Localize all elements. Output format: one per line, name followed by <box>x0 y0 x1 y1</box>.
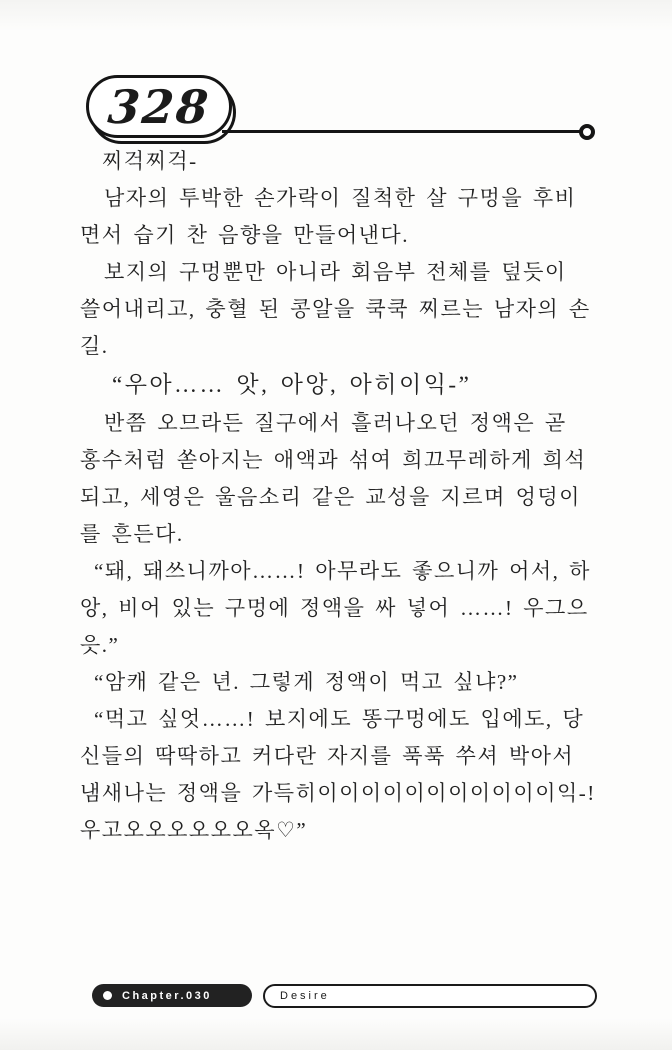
narration-paragraph: 남자의 투박한 손가락이 질척한 살 구멍을 후비면서 습기 찬 음향을 만들어낸다. <box>80 186 577 247</box>
chapter-badge <box>92 984 252 1007</box>
page-footer <box>0 984 672 1008</box>
dialogue-paragraph: “돼, 돼쓰니까아……! 아무라도 좋으니까 어서, 하앙, 비어 있는 구멍에 정액을 싸 넣어 ……! 우그으읏.” <box>80 559 591 657</box>
narration-paragraph: 반쯤 오므라든 질구에서 흘러나오던 정액은 곧 홍수처럼 쏟아지는 애액과 섞여 희끄무레하게 희석되고, 세영은 울음소리 같은 교성을 지르며 엉덩이를 흔든다. <box>80 411 587 546</box>
bullet-dot-icon <box>103 991 112 1000</box>
page-number: 328 <box>106 79 212 134</box>
chapter-label: Chapter.030 <box>122 989 212 1002</box>
series-label: Desire <box>280 990 330 1002</box>
page-body-text <box>80 143 597 849</box>
dialogue-emphasis-line: “우아…… 앗, 아앙, 아히이익-” <box>112 372 472 397</box>
dialogue-paragraph: “먹고 싶엇……! 보지에도 똥구멍에도 입에도, 당신들의 딱딱하고 커다란 자지를 푹푹 쑤셔 박아서 냄새나는 정액을 가득히이이이이이이이이이이이익-! 우고오오오오오오옥♡” <box>80 707 596 842</box>
page-number-badge <box>86 75 232 138</box>
dialogue-paragraph: “암캐 같은 년. 그렇게 정액이 먹고 싶냐?” <box>94 670 519 694</box>
series-badge <box>263 984 597 1008</box>
narration-paragraph: 보지의 구멍뿐만 아니라 회음부 전체를 덮듯이 쓸어내리고, 충혈 된 콩알을 쿡쿡 찌르는 남자의 손길. <box>80 260 591 358</box>
sfx-line: 찌걱찌걱- <box>102 149 198 173</box>
header-rule-end-ring-icon <box>579 124 595 140</box>
header-rule <box>222 130 582 133</box>
